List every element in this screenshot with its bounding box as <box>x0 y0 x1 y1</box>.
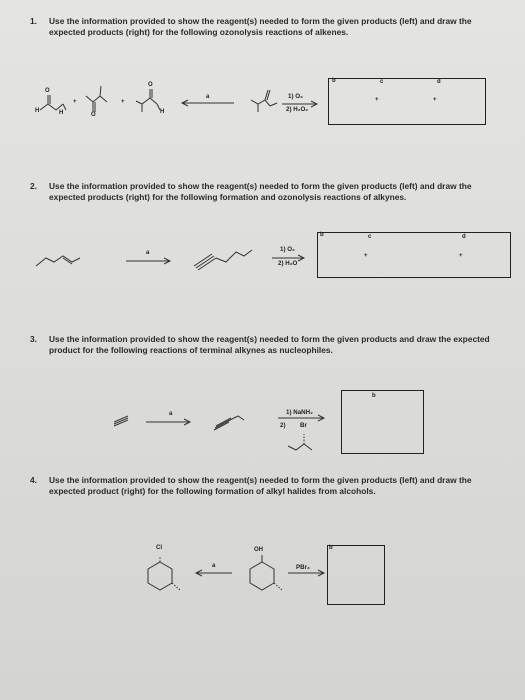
question-2-text: Use the information provided to show the reagent(s) needed to form the given products (left) and draw the expected products (right) for the following formation and ozonolysis reactions of alkynes. <box>49 181 472 202</box>
q2-box-plus-1: + <box>364 253 368 259</box>
q1-product-propanal <box>40 95 66 110</box>
q3-product-alkyne <box>114 416 128 426</box>
q1-product-isobutanal <box>136 89 160 112</box>
q1-reagent-step-1: 1) O₃ <box>288 93 303 100</box>
q1-plus-sign-1: + <box>73 99 77 105</box>
q4-reagent-pbr3: PBr₃ <box>296 564 310 571</box>
q2-reagent-step-1: 1) O₃ <box>280 246 295 253</box>
q2-alkyne-starting-material <box>194 250 252 270</box>
q4-product-chlorocyclohexane <box>148 556 180 590</box>
q3-terminal-alkyne-starting-material <box>214 416 244 430</box>
q1-box-plus-1: + <box>375 97 379 103</box>
q2-reaction-arrow-a <box>126 258 170 264</box>
q2-box-label-c: c <box>368 234 372 240</box>
q3-box-label-b: b <box>372 393 376 399</box>
question-4-number: 4. <box>30 475 37 485</box>
q1-hydrogen-atom-2: H <box>59 110 64 116</box>
q1-reagent-step-2: 2) H₂O₂ <box>286 106 309 113</box>
q1-plus-sign-2: + <box>121 99 125 105</box>
q2-product-alkene <box>36 256 80 266</box>
q4-cyclohexanol-starting-material <box>250 555 282 590</box>
q1-reaction-arrow-a <box>182 100 234 106</box>
q4-reaction-arrow-a <box>196 570 232 576</box>
q3-reagent-step-2: 2) <box>280 422 286 429</box>
q1-box-label-c: c <box>380 79 384 85</box>
q1-hydrogen-atom-1: H <box>35 108 40 114</box>
q1-arrow-label-a: a <box>206 94 210 100</box>
q1-box-label-b: b <box>332 78 336 84</box>
q4-box-label-b: b <box>329 545 333 551</box>
q2-arrow-label-a: a <box>146 250 150 256</box>
q2-answer-box[interactable] <box>317 232 511 278</box>
q3-reagent-bromine: Br <box>300 422 307 429</box>
q3-reagent-step-1: 1) NaNH₂ <box>286 409 313 416</box>
q1-oxygen-atom-3: O <box>148 82 153 88</box>
q4-hydroxyl-group: OH <box>254 547 263 553</box>
q1-box-label-d: d <box>437 79 441 85</box>
q3-arrow-label-a: a <box>169 411 173 417</box>
q1-box-plus-2: + <box>433 97 437 103</box>
q1-answer-box[interactable] <box>328 78 486 125</box>
question-3-number: 3. <box>30 334 37 344</box>
q2-reagent-step-2: 2) H₂O <box>278 260 298 267</box>
q3-alkyl-bromide-reagent <box>288 434 312 450</box>
q3-reaction-arrow-a <box>146 419 190 425</box>
q3-answer-box[interactable] <box>341 390 424 454</box>
question-2-number: 2. <box>30 181 37 191</box>
q2-box-plus-2: + <box>459 253 463 259</box>
q4-chlorine-atom: Cl <box>156 545 162 551</box>
q1-hydrogen-atom-3: H <box>160 109 165 115</box>
q4-answer-box[interactable] <box>327 545 385 605</box>
q1-alkene-starting-material <box>251 90 277 112</box>
q2-box-label-d: d <box>462 234 466 240</box>
q1-oxygen-atom-1: O <box>45 88 50 94</box>
question-4-text: Use the information provided to show the reagent(s) needed to form the given products (left) and draw the expected product (right) for the following formation of alkyl halides from alcohols. <box>49 475 472 496</box>
q1-oxygen-atom-2: O <box>91 112 96 118</box>
question-1-number: 1. <box>30 16 37 26</box>
q4-arrow-label-a: a <box>212 563 216 569</box>
q1-product-ketone <box>86 86 107 112</box>
question-3-text: Use the information provided to show the reagent(s) needed to form the given products and draw the expected product for the following reactions of terminal alkynes as nucleophiles. <box>49 334 490 355</box>
question-1-text: Use the information provided to show the reagent(s) needed to form the given products (left) and draw the expected products (right) for the following ozonolysis reactions of alkenes. <box>49 16 472 37</box>
q2-box-label-b: b <box>320 232 324 238</box>
